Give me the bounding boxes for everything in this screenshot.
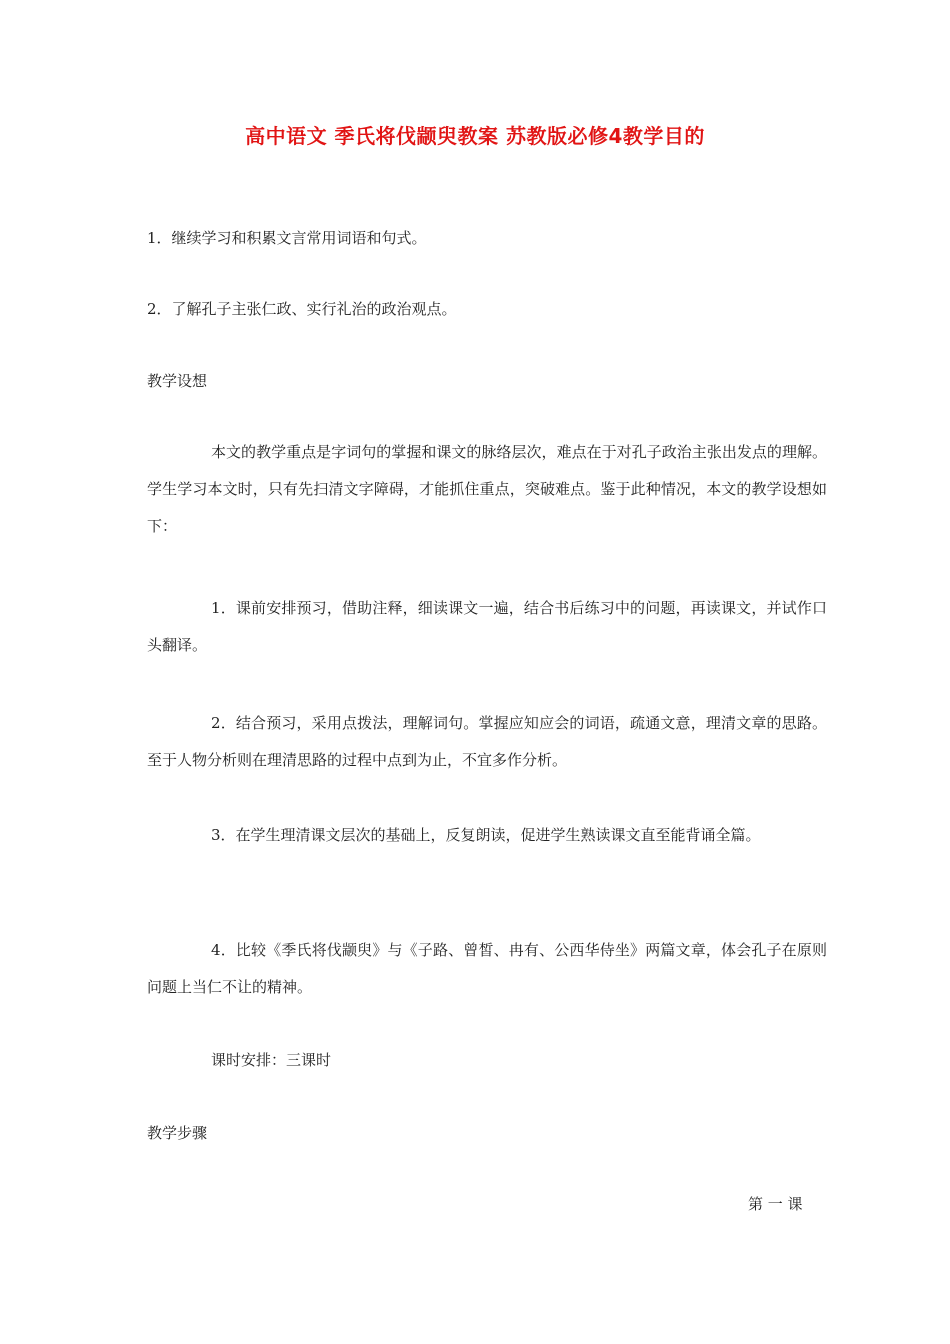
lesson-label: 第 一 课 <box>748 1195 803 1213</box>
steps-heading: 教学步骤 <box>147 1124 208 1142</box>
design-item-3: 3．在学生理清课文层次的基础上，反复朗读，促进学生熟读课文直至能背诵全篇。 <box>211 826 761 844</box>
objective-1: 1．继续学习和积累文言常用词语和句式。 <box>147 229 427 247</box>
schedule-line: 课时安排：三课时 <box>211 1051 332 1069</box>
design-heading: 教学设想 <box>147 372 208 390</box>
objective-2: 2．了解孔子主张仁政、实行礼治的政治观点。 <box>147 300 457 318</box>
design-intro: 本文的教学重点是字词句的掌握和课文的脉络层次，难点在于对孔子政治主张出发点的理解。学生学习本文时，只有先扫清文字障碍，才能抓住重点，突破难点。鉴于此种情况，本文的教学设想如下： <box>147 443 827 535</box>
design-item-2: 2．结合预习，采用点拨法，理解词句。掌握应知应会的词语，疏通文意，理清文章的思路。至于人物分析则在理清思路的过程中点到为止，不宜多作分析。 <box>147 714 827 769</box>
document-title: 高中语文 季氏将伐颛臾教案 苏教版必修4教学目的 <box>245 124 705 148</box>
design-item-4: 4．比较《季氏将伐颛臾》与《子路、曾皙、冉有、公西华侍坐》两篇文章，体会孔子在原则问题上当仁不让的精神。 <box>147 941 827 996</box>
design-item-1: 1．课前安排预习，借助注释，细读课文一遍，结合书后练习中的问题，再读课文，并试作口头翻译。 <box>147 599 827 654</box>
